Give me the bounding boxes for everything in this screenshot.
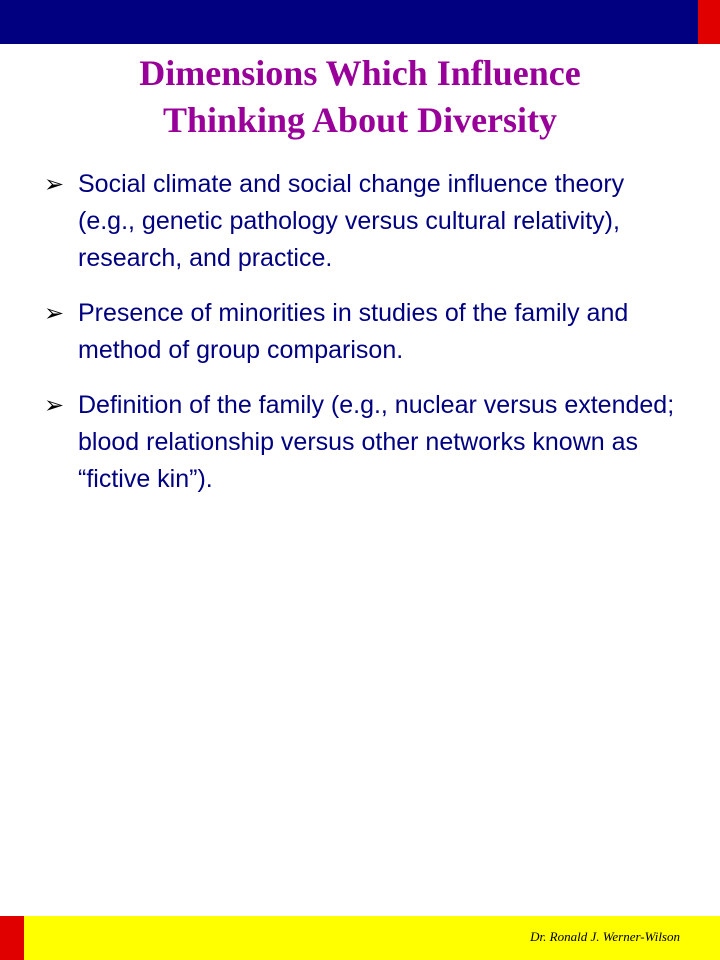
footer-credit: Dr. Ronald J. Werner-Wilson	[530, 929, 680, 944]
slide-title-line-2: Thinking About Diversity	[162, 100, 558, 140]
list-item	[44, 166, 684, 277]
bullet-text: Social climate and social change influence theory (e.g., genetic pathology versus cultural relativity), research, and practice.	[78, 170, 625, 272]
bottom-red-accent	[0, 916, 24, 960]
arrow-bullet-icon: ➢	[44, 170, 65, 198]
top-red-accent	[698, 0, 720, 44]
slide-title	[0, 50, 720, 144]
bullet-list	[44, 166, 684, 516]
bullet-text: Definition of the family (e.g., nuclear versus extended; blood relationship versus other networks known as “fictive kin”).	[78, 391, 675, 493]
slide-title-line-1: Dimensions Which Influence	[139, 53, 581, 93]
list-item	[44, 295, 684, 369]
list-item	[44, 387, 684, 498]
bullet-text: Presence of minorities in studies of the family and method of group comparison.	[78, 299, 629, 364]
arrow-bullet-icon: ➢	[44, 391, 65, 419]
bottom-color-band	[0, 916, 720, 960]
top-color-band	[0, 0, 720, 44]
arrow-bullet-icon: ➢	[44, 299, 65, 327]
